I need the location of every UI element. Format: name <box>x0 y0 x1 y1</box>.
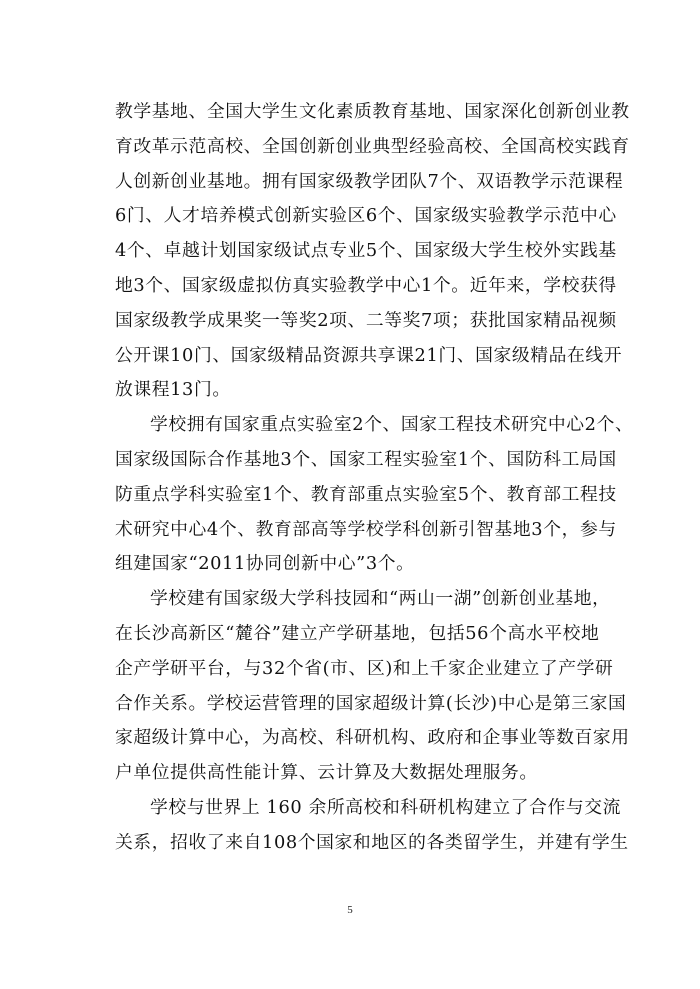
paragraph-science-park <box>115 582 630 791</box>
text-line: 4个、卓越计划国家级试点专业5个、国家级大学生校外实践基 <box>115 240 617 262</box>
text-line: 人创新创业基地。拥有国家级教学团队7个、双语教学示范课程 <box>115 170 624 192</box>
text-line: 公开课10门、国家级精品资源共享课21门、国家级精品在线开 <box>115 344 623 366</box>
text-line: 在长沙高新区“麓谷”建立产学研基地，包括56个高水平校地 <box>115 622 600 644</box>
page-number: 5 <box>347 904 353 916</box>
text-line: 术研究中心4个、教育部高等学校学科创新引智基地3个，参与 <box>115 518 617 540</box>
text-line: 户单位提供高性能计算、云计算及大数据处理服务。 <box>115 762 538 784</box>
text-line: 国家级国际合作基地3个、国家工程实验室1个、国防科工局国 <box>115 448 617 470</box>
paragraph-international <box>115 791 629 861</box>
text-line: 国家级教学成果奖一等奖2项、二等奖7项；获批国家精品视频 <box>115 309 617 331</box>
text-line: 防重点学科实验室1个、教育部重点实验室5个、教育部工程技 <box>115 483 617 505</box>
text-line: 学校拥有国家重点实验室2个、国家工程技术研究中心2个、 <box>150 414 634 436</box>
text-line: 教学基地、全国大学生文化素质教育基地、国家深化创新创业教 <box>115 101 630 122</box>
body-text <box>115 95 634 861</box>
text-line: 组建国家“2011协同创新中心”3个。 <box>115 553 415 575</box>
paragraph-research-labs <box>115 408 634 582</box>
text-line: 合作关系。学校运营管理的国家超级计算(长沙)中心是第三家国 <box>115 692 627 714</box>
text-line: 育改革示范高校、全国创新创业典型经验高校、全国高校实践育 <box>115 135 630 157</box>
text-line: 放课程13门。 <box>115 379 231 401</box>
paragraph-teaching <box>115 95 630 408</box>
text-line: 学校与世界上 160 余所高校和科研机构建立了合作与交流 <box>150 796 622 818</box>
text-line: 关系，招收了来自108个国家和地区的各类留学生，并建有学生 <box>115 831 629 853</box>
text-line: 学校建有国家级大学科技园和“两山一湖”创新创业基地， <box>150 588 611 610</box>
text-line: 地3个、国家级虚拟仿真实验教学中心1个。近年来，学校获得 <box>115 274 617 296</box>
text-line: 企产学研平台，与32个省(市、区)和上千家企业建立了产学研 <box>115 657 614 679</box>
text-line: 6门、人才培养模式创新实验区6个、国家级实验教学示范中心 <box>115 205 617 227</box>
text-line: 家超级计算中心，为高校、科研机构、政府和企事业等数百家用 <box>115 727 630 749</box>
